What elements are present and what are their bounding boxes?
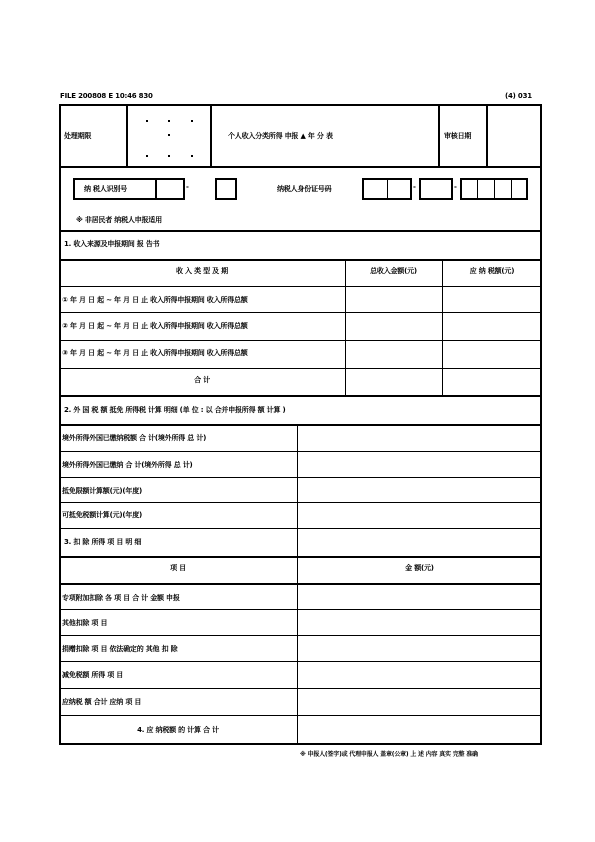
taxpayer-id-cell-3[interactable] <box>215 178 237 200</box>
creditable-tax-row: 可抵免税额计算(元)(年度) <box>62 511 142 519</box>
deadline-label: 处理期限 <box>64 132 92 140</box>
page-code: (4) 031 <box>505 92 532 100</box>
foreign-tax-row-2: 境外所得外国已缴纳 合 计(境外所得 总 计) <box>62 461 193 469</box>
deduction-item-4: 减免税额 所得 项 目 <box>62 671 124 679</box>
deduction-section-title: 3. 扣 除 所得 项 目 明 细 <box>64 538 142 546</box>
col-total-income: 总收入金额(元) <box>370 267 417 275</box>
form-reference: FILE 200808 E 10:46 830 <box>60 92 153 100</box>
id-number-cell-2[interactable] <box>419 178 453 200</box>
footer-note: ※ 申报人(签字)或 代理申报人 盖章(公章) 上 述 内容 真实 完整 准确 <box>300 751 478 758</box>
deduction-item-2: 其他扣除 项 目 <box>62 619 108 627</box>
income-row-1: ① 年 月 日 起 ~ 年 月 日 止 收入所得申报期间 收入所得总额 <box>62 296 248 304</box>
col-income-type: 收 入 类 型 及 期 <box>176 267 228 275</box>
col-amount: 金 额(元) <box>405 564 434 572</box>
deduction-item-5: 应纳税 额 合计 应纳 项 目 <box>62 698 142 706</box>
deduction-item-3: 捐赠扣除 项 目 依法确定的 其他 扣 除 <box>62 645 178 653</box>
id-number-label: 纳税人身份证号码 <box>277 185 332 193</box>
income-total-label: 合 计 <box>194 376 210 384</box>
income-row-3: ③ 年 月 日 起 ~ 年 月 日 止 收入所得申报期间 收入所得总额 <box>62 349 248 357</box>
credit-limit-row: 抵免限额计算额(元)(年度) <box>62 487 142 495</box>
col-tax-amount: 应 纳 税额(元) <box>469 267 515 275</box>
section2-title: 2. 外 国 税 额 抵免 所得税 计算 明细 (单 位 : 以 合并申报所得 额 计算 ) <box>64 406 286 414</box>
foreign-tax-row-1: 境外所得外国已缴纳税额 合 计(境外所得 总 计) <box>62 434 207 442</box>
section1-title: 1. 收入来源及申报期间 报 告书 <box>64 240 160 248</box>
income-row-2: ② 年 月 日 起 ~ 年 月 日 止 收入所得申报期间 收入所得总额 <box>62 322 248 330</box>
review-date-label: 审核日期 <box>444 132 472 140</box>
taxpayer-id-cell-2[interactable] <box>155 178 185 200</box>
deduction-item-1: 专项附加扣除 各 项 目 合 计 金额 申报 <box>62 594 180 602</box>
taxpayer-id-label: 纳 税人识别号 <box>84 185 128 193</box>
nonresident-note: ※ 非居民者 纳税人申报适用 <box>76 216 162 224</box>
form-title: 个人收入分类所得 申报 ▲ 年 分 表 <box>228 132 333 140</box>
final-tax-label: 4. 应 纳税额 的 计算 合 计 <box>137 726 219 734</box>
col-item: 项 目 <box>170 564 186 572</box>
